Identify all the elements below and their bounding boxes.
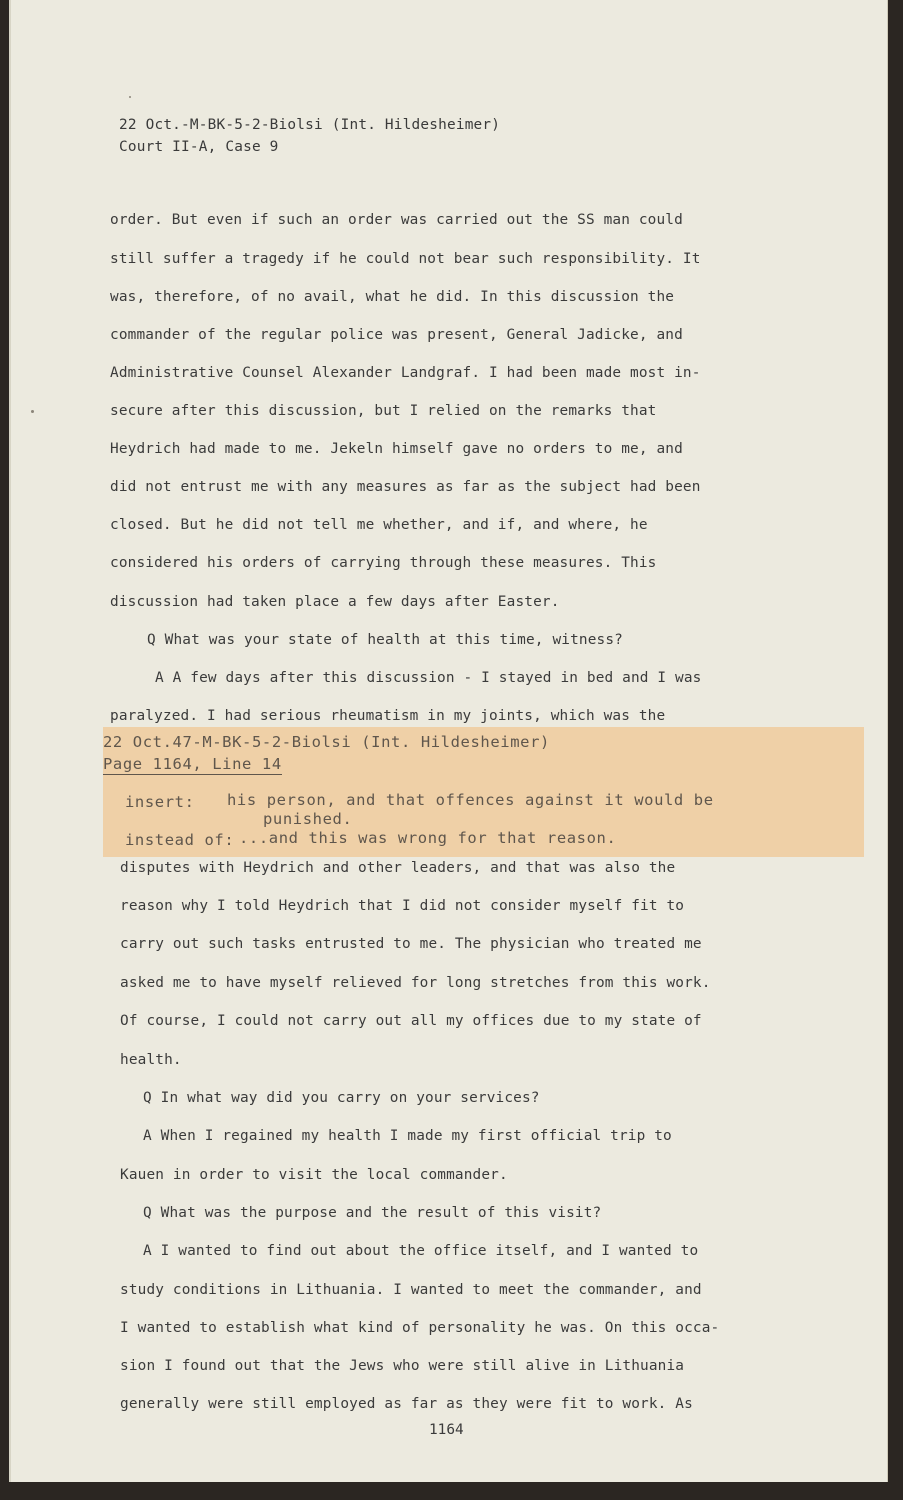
body-line: Q In what way did you carry on your services?: [143, 1090, 540, 1106]
header-line-2: Court II-A, Case 9: [119, 139, 279, 155]
body-line: Q What was the purpose and the result of this visit?: [143, 1205, 602, 1221]
body-line: reason why I told Heydrich that I did not consider myself fit to: [120, 898, 685, 914]
paper-speck: [129, 96, 131, 98]
insert-text: his person, and that offences against it would be: [227, 791, 714, 809]
body-line: carry out such tasks entrusted to me. The physician who treated me: [120, 936, 702, 952]
body-line: Q What was your state of health at this time, witness?: [147, 632, 623, 648]
body-line: closed. But he did not tell me whether, and if, and where, he: [110, 517, 648, 533]
body-line: generally were still employed as far as they were fit to work. As: [120, 1396, 693, 1412]
insert-label: insert:: [125, 793, 195, 811]
instead-text: ...and this was wrong for that reason.: [239, 829, 617, 847]
body-line: order. But even if such an order was carried out the SS man could: [110, 212, 683, 228]
body-line: A A few days after this discussion - I stayed in bed and I was: [155, 670, 702, 686]
body-line: I wanted to establish what kind of personality he was. On this occa-: [120, 1320, 720, 1336]
body-line: discussion had taken place a few days after Easter.: [110, 594, 560, 610]
body-line: study conditions in Lithuania. I wanted to meet the commander, and: [120, 1282, 702, 1298]
body-line: did not entrust me with any measures as far as the subject had been: [110, 479, 701, 495]
body-line: Heydrich had made to me. Jekeln himself gave no orders to me, and: [110, 441, 683, 457]
instead-label: instead of:: [125, 831, 235, 849]
body-line: considered his orders of carrying through these measures. This: [110, 555, 657, 571]
slip-reference: 22 Oct.47-M-BK-5-2-Biolsi (Int. Hildesheimer): [103, 733, 550, 751]
body-line: was, therefore, of no avail, what he did. In this discussion the: [110, 289, 675, 305]
body-line: Kauen in order to visit the local commander.: [120, 1167, 508, 1183]
body-line: health.: [120, 1052, 182, 1068]
header-line-1: 22 Oct.-M-BK-5-2-Biolsi (Int. Hildesheimer): [119, 117, 501, 133]
page-number: 1164: [429, 1422, 464, 1438]
body-line: commander of the regular police was present, General Jadicke, and: [110, 327, 683, 343]
body-line: secure after this discussion, but I relied on the remarks that: [110, 403, 657, 419]
document-page: [9, 0, 888, 1482]
correction-slip: [103, 727, 864, 857]
body-line: paralyzed. I had serious rheumatism in my joints, which was the: [110, 708, 666, 724]
body-line: Of course, I could not carry out all my offices due to my state of: [120, 1013, 702, 1029]
body-line: sion I found out that the Jews who were still alive in Lithuania: [120, 1358, 685, 1374]
body-line: disputes with Heydrich and other leaders, and that was also the: [120, 860, 676, 876]
insert-text-cont: punished.: [263, 810, 353, 828]
paper-speck: [31, 410, 34, 413]
body-line: A When I regained my health I made my first official trip to: [143, 1128, 672, 1144]
body-line: asked me to have myself relieved for long stretches from this work.: [120, 975, 711, 991]
body-line: still suffer a tragedy if he could not bear such responsibility. It: [110, 251, 701, 267]
body-line: Administrative Counsel Alexander Landgraf. I had been made most in-: [110, 365, 701, 381]
slip-page-line: Page 1164, Line 14: [103, 755, 282, 773]
body-line: A I wanted to find out about the office itself, and I wanted to: [143, 1243, 699, 1259]
